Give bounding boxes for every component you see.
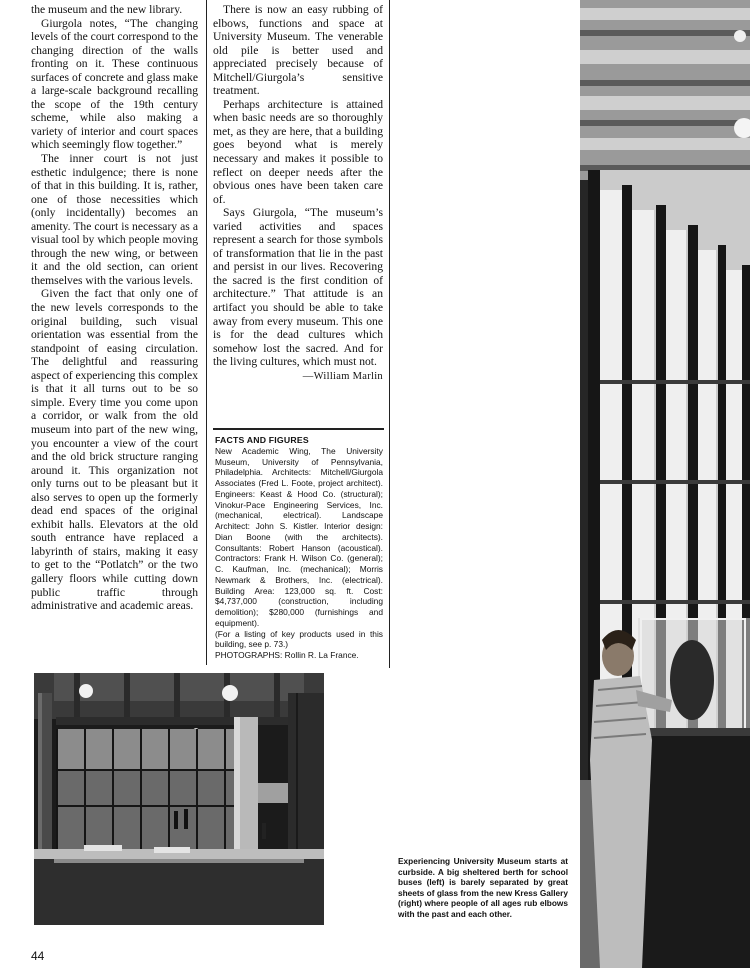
article-paragraph: The inner court is not just esthetic indulgence; there is none of that in this building. It is, rather, one of those necessities which (only incidentally) becomes an amenity. The court is necessary as a visual tool by which people moving through the new wing, or between it and the old section, can orient themselves with the various levels. — [31, 152, 198, 287]
article-paragraph: Given the fact that only one of the new levels corresponds to the original building, such visual orientation was essential from the standpoint of easing circulation. The delightful and reassuring aspect of experiencing this complex is that it all turns out to be so simple. Every time you come upon a corridor, or walk from the old museum into part of the new wing, you encounter a view of the court and the old brick structure ranging around it. This organization not only turns out to be pleasant but it also serves to open up the formerly dead end spaces of the original exhibit halls. Elevators at the old south entrance have replaced a labyrinth of stairs, making it easy to get to the “Potlatch” or the two gallery floors while cutting down public traffic through administrative and academic areas. — [31, 287, 198, 613]
column-divider-right — [389, 0, 390, 668]
page-number: 44 — [31, 949, 45, 963]
facts-body: New Academic Wing, The University Museum, University of Pennsylvania, Philadelphia. Architects: Mitchell/Giurgola Associates (Fred L. Foote, project architect). Engineers: Keast & Hood Co. (structural); Vinokur-Pace Engineering Services, Inc. (mechanical, electrical). Landscape Architect: John S. Kistler. Interior design: Dian Boone (with the architects). Consultants: Robert Hanson (acoustical). Contractors: Frank H. Wilson Co. (general); C. Kaufman, Inc. (mechanical); Morris Newmark & Brothers, Inc. (electrical). Building Area: 123,000 sq. ft. Cost: $4,737,000 (construction, including demolition); $280,000 (furnishings and equipment). — [215, 445, 383, 628]
article-column-1 — [31, 3, 198, 613]
kress-gallery-photo — [580, 0, 750, 968]
facts-photo-credit: PHOTOGRAPHS: Rollin R. La France. — [215, 650, 359, 660]
facts-and-figures — [215, 435, 383, 661]
article-paragraph: the museum and the new library. — [31, 3, 183, 16]
article-paragraph: There is now an easy rubbing of elbows, functions and space at University Museum. The venerable old pile is better used and appreciated precisely because of Mitchell/Giurgola’s sensitive treatment. — [213, 3, 383, 98]
bus-berth-photo — [34, 673, 324, 925]
column-divider — [206, 0, 207, 665]
facts-note: (For a listing of key products used in this building, see p. 73.) — [215, 628, 383, 650]
facts-divider — [213, 428, 384, 430]
article-paragraph: Says Giurgola, “The museum’s varied activities and spaces represent a search for those symbols of transformation that lie in the past and persist in our lives. Recovering the sacred is the first condition of architecture.” That attitude is an artifact you should be able to take away from every museum. This one is for the dead cultures which somehow lost the sacred. And for the living cultures, which must not. — [213, 206, 383, 369]
photo-caption: Experiencing University Museum starts at curbside. A big sheltered berth for school buses (left) is barely separated by great sheets of glass from the new Kress Gallery (right) where people of all ages rub elbows with the past and each other. — [398, 856, 568, 919]
author-byline: —William Marlin — [302, 370, 383, 382]
article-paragraph: Perhaps architecture is attained when basic needs are so thoroughly met, as they are here, that a building goes beyond what is merely necessary and makes it possible to reflect on deeper needs after the obvious ones have been taken care of. — [213, 97, 383, 206]
article-column-2 — [213, 3, 383, 383]
article-paragraph: Giurgola notes, “The changing levels of the court correspond to the changing direction of the walls fronting on it. These continuous surfaces of concrete and glass make a large-scale background recalling the scope of the 19th century scheme, while also making a variety of interior and court spaces which seemingly flow together.” — [31, 16, 198, 152]
facts-heading: FACTS AND FIGURES — [215, 435, 309, 445]
